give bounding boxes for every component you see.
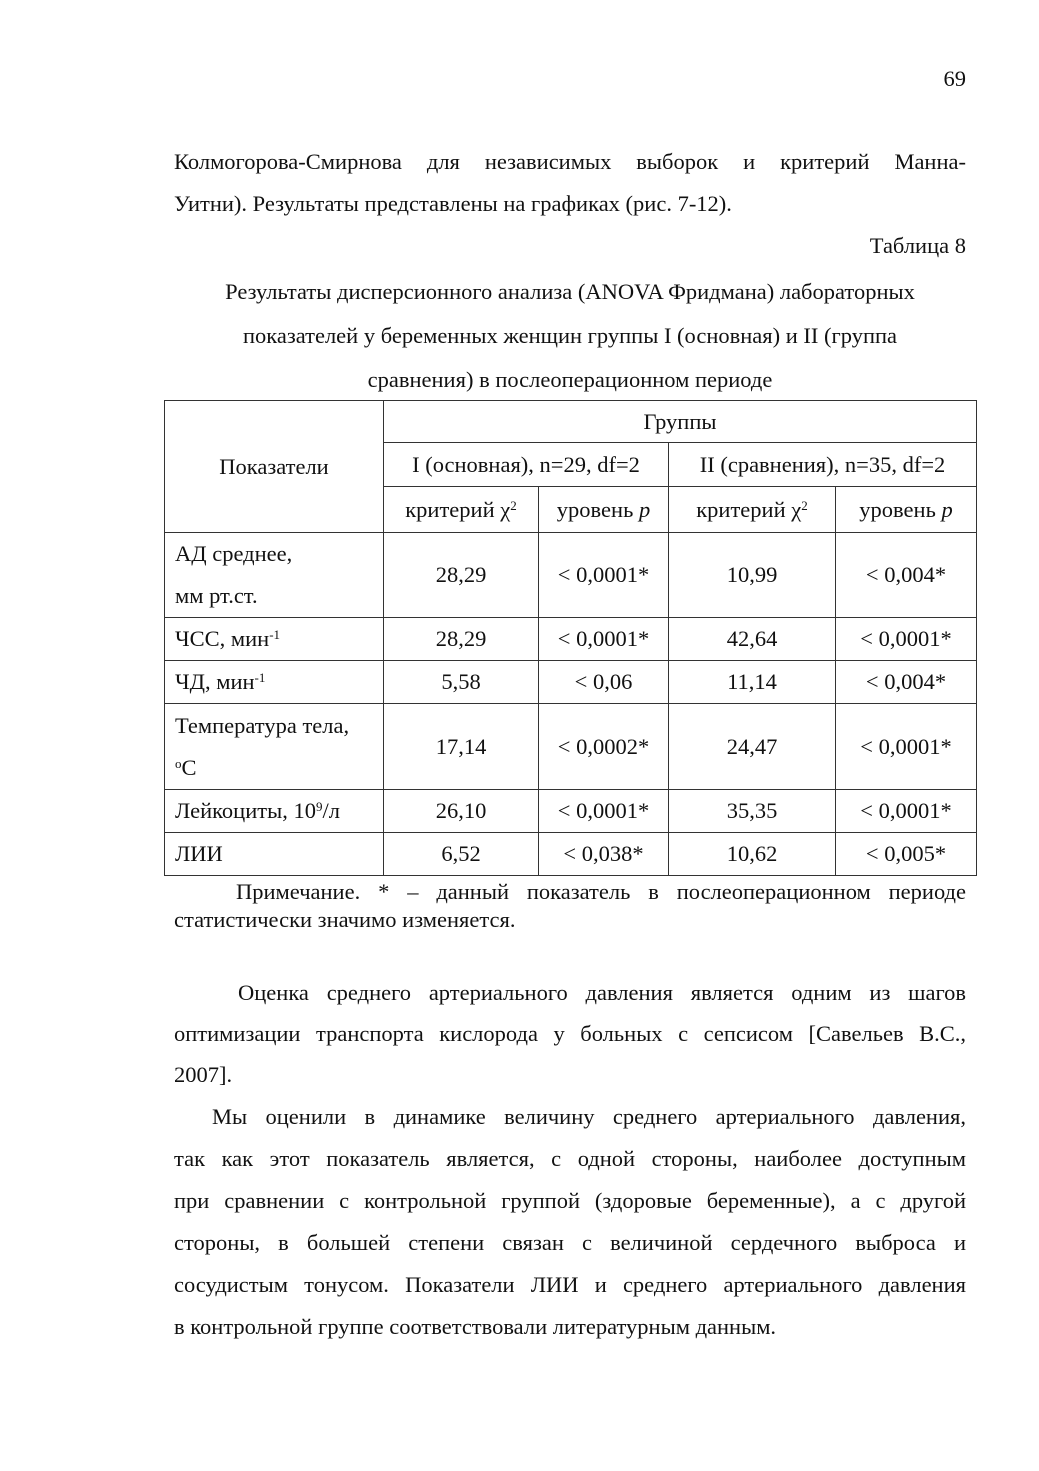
caption-line-3: сравнения) в послеоперационном периоде [367, 367, 773, 392]
para3-line-1: Мы оценили в динамике величину среднего артериального давления, [212, 1104, 966, 1129]
table-note [174, 878, 966, 934]
cell-g2-p: < 0,004* [836, 533, 977, 618]
para3-line-6: в контрольной группе соответствовали литературным данным. [174, 1314, 777, 1339]
row-label: Лейкоциты, $10^9/л$ [165, 790, 384, 833]
header-group-1: I (основная), n=29, df=2 [384, 443, 669, 487]
table-label: Таблица 8 [869, 233, 966, 258]
row-label: ЧД, мин$^{-1}$ [165, 661, 384, 704]
cell-g2-chi: 10,62 [669, 833, 836, 876]
table-row [165, 704, 977, 790]
para3-line-3: при сравнении с контрольной группой (здоровые беременные), а с другой [174, 1188, 966, 1213]
para2-line-3: 2007]. [174, 1062, 233, 1087]
cell-g1-p: < 0,0001* [539, 790, 669, 833]
intro-paragraph [174, 141, 966, 225]
paragraph-dynamics [174, 1096, 966, 1348]
cell-g2-chi: 10,99 [669, 533, 836, 618]
row-label: АД среднее, мм рт.ст. [165, 533, 384, 618]
cell-g2-chi: 42,64 [669, 618, 836, 661]
header-level-2: уровень p [836, 487, 977, 533]
cell-g1-p: < 0,0002* [539, 704, 669, 790]
cell-g1-chi: 28,29 [384, 533, 539, 618]
page-number: 69 [943, 66, 966, 91]
intro-line-2: Уитни). Результаты представлены на графиках (рис. 7-12). [174, 191, 732, 216]
table-caption [174, 270, 966, 402]
cell-g2-p: < 0,0001* [836, 618, 977, 661]
cell-g1-chi: 26,10 [384, 790, 539, 833]
cell-g1-p: < 0,038* [539, 833, 669, 876]
cell-g1-chi: 5,58 [384, 661, 539, 704]
para3-line-5: сосудистым тонусом. Показатели ЛИИ и среднего артериального давления [174, 1272, 966, 1297]
table-row [165, 790, 977, 833]
cell-g1-chi: 6,52 [384, 833, 539, 876]
cell-g2-p: < 0,0001* [836, 704, 977, 790]
table-row [165, 618, 977, 661]
header-level-1: уровень p [539, 487, 669, 533]
paragraph-map [174, 972, 966, 1095]
note-line-1: Примечание. * – данный показатель в послеоперационном периоде [236, 879, 966, 904]
results-table [164, 400, 977, 876]
table-row [165, 533, 977, 618]
cell-g1-chi: 17,14 [384, 704, 539, 790]
para2-line-2: оптимизации транспорта кислорода у больных с сепсисом [Савельев В.С., [174, 1021, 966, 1046]
intro-line-1: Колмогорова-Смирнова для независимых выборок и критерий Манна- [174, 149, 966, 174]
header-groups: Группы [384, 401, 977, 443]
row-label: ЧСС, мин$^{-1}$ [165, 618, 384, 661]
cell-g2-chi: 11,14 [669, 661, 836, 704]
para2-line-1: Оценка среднего артериального давления является одним из шагов [238, 980, 966, 1005]
row-label: ЛИИ [165, 833, 384, 876]
note-line-2: статистически значимо изменяется. [174, 907, 516, 932]
para3-line-4: стороны, в большей степени связан с величиной сердечного выброса и [174, 1230, 966, 1255]
cell-g1-p: < 0,0001* [539, 618, 669, 661]
cell-g1-chi: 28,29 [384, 618, 539, 661]
cell-g2-p: < 0,004* [836, 661, 977, 704]
para3-line-2: так как этот показатель является, с одной стороны, наиболее доступным [174, 1146, 966, 1171]
cell-g1-p: < 0,0001* [539, 533, 669, 618]
caption-line-2: показателей у беременных женщин группы I (основная) и II (группа [242, 323, 898, 348]
header-chi-1: критерий $\chi^2$ [384, 487, 539, 533]
table-row [165, 661, 977, 704]
cell-g2-chi: 35,35 [669, 790, 836, 833]
row-label: Температура тела, $^o$С [165, 704, 384, 790]
header-chi-2: критерий $\chi^2$ [669, 487, 836, 533]
cell-g1-p: < 0,06 [539, 661, 669, 704]
cell-g2-chi: 24,47 [669, 704, 836, 790]
header-group-2: II (сравнения), n=35, df=2 [669, 443, 977, 487]
caption-line-1: Результаты дисперсионного анализа (ANOVA Фридмана) лабораторных [225, 279, 915, 304]
cell-g2-p: < 0,005* [836, 833, 977, 876]
cell-g2-p: < 0,0001* [836, 790, 977, 833]
table-row [165, 833, 977, 876]
header-indicators: Показатели [165, 401, 384, 533]
